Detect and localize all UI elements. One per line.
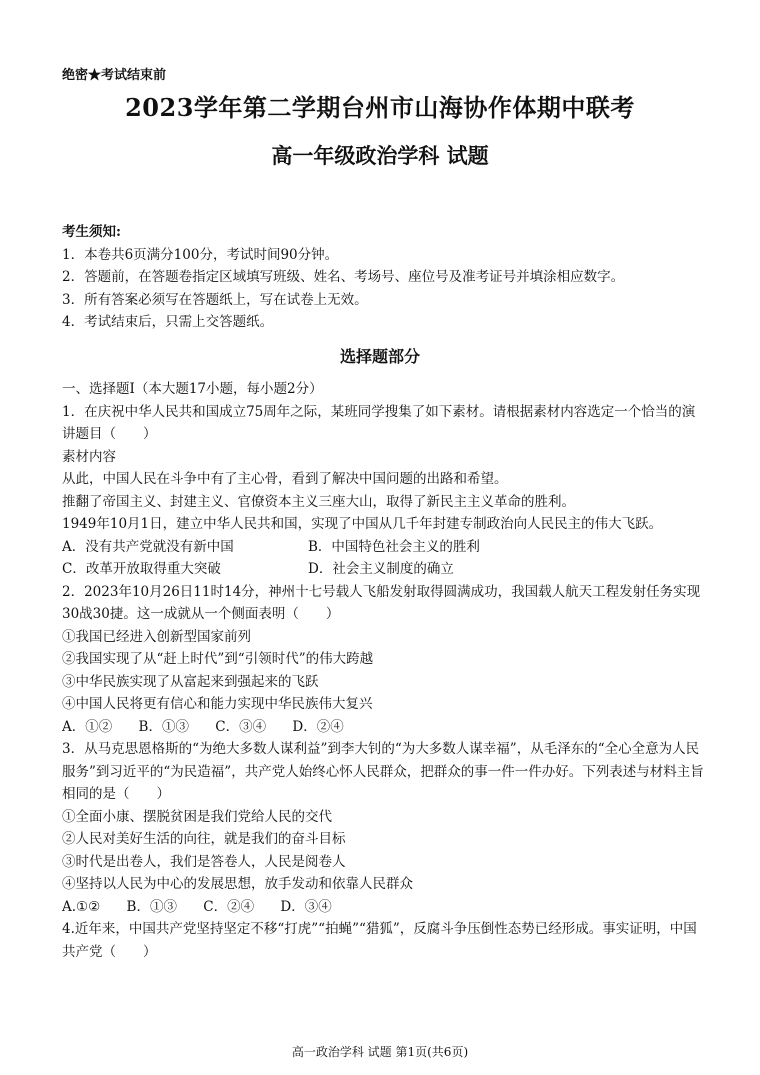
candidate-notice [62, 221, 712, 334]
question-1-options-row [62, 536, 708, 559]
statement: ①全面小康、摆脱贫困是我们党给人民的交代 [62, 808, 332, 825]
question-3-stem: 3．从马克思恩格斯的“为绝大多数人谋利益”到李大钊的“为大多数人谋幸福”，从毛泽东的“全心全意为人民服务”到习近平的“为民造福”，共产党人始终心怀人民群众，把群众的事一件一件办好。下列表述与材料主旨相同的是（ ） [62, 741, 704, 802]
notice-item: 1．本卷共6页满分100分，考试时间90分钟。 [62, 246, 339, 263]
question-2-stem: 2．2023年10月26日11时14分，神州十七号载人飞船发射取得圆满成功，我国载人航天工程发射任务实现30战30捷。这一成就从一个侧面表明（ ） [62, 583, 701, 622]
notice-item: 4．考试结束后，只需上交答题纸。 [62, 314, 274, 330]
option-b: B．中国特色社会主义的胜利 [308, 538, 480, 555]
material-line: 从此，中国人民在斗争中有了主心骨，看到了解决中国问题的出路和希望。 [62, 471, 508, 487]
exam-subtitle: 高一年级政治学科 试题 [271, 143, 489, 168]
material-line: 1949年10月1日，建立中华人民共和国，实现了中国从几千年封建专制政治向人民民主的伟大飞跃。 [62, 516, 663, 532]
option-d: D．社会主义制度的确立 [308, 561, 454, 577]
option-c: C．改革开放取得重大突破 [62, 561, 221, 577]
material-line: 推翻了帝国主义、封建主义、官僚资本主义三座大山，取得了新民主主义革命的胜利。 [62, 493, 575, 510]
exam-title: 2023学年第二学期台州市山海协作体期中联考 [125, 93, 635, 122]
option-a: A．①② [62, 718, 113, 735]
notice-item: 2．答题前，在答题卷指定区域填写班级、姓名、考场号、座位号及准考证号并填涂相应数字。 [62, 269, 625, 285]
question-1-stem: 1．在庆祝中华人民共和国成立75周年之际，某班同学搜集了如下素材。请根据素材内容选定一个恰当的演讲题目（ ） [62, 403, 696, 442]
questions [62, 378, 708, 963]
statement: ①我国已经进入创新型国家前列 [62, 628, 251, 645]
question-1-options-row [62, 558, 708, 581]
page-footer: 高一政治学科 试题 第1页(共6页) [291, 1045, 469, 1059]
material-label: 素材内容 [62, 448, 116, 465]
option-a: A.①② [62, 898, 101, 915]
confidential-mark: 绝密★考试结束前 [62, 68, 167, 83]
option-d: D．②④ [292, 718, 344, 735]
question-3-options [62, 896, 708, 919]
option-b: B．①③ [138, 718, 189, 735]
section-title: 选择题部分 [339, 347, 420, 366]
notice-heading: 考生须知: [62, 224, 121, 240]
question-4-stem: 4.近年来，中国共产党坚持坚定不移“打虎”“拍蝇”“猎狐”，反腐斗争压倒性态势已经形成。事实证明，中国共产党（ ） [62, 921, 697, 960]
part-heading: 一、选择题Ⅰ（本大题17小题，每小题2分） [62, 381, 323, 397]
statement: ④中国人民将更有信心和能力实现中华民族伟大复兴 [62, 696, 373, 712]
statement: ②我国实现了从“赶上时代”到“引领时代”的伟大跨越 [62, 651, 374, 667]
statement: ④坚持以人民为中心的发展思想，放手发动和依靠人民群众 [62, 876, 413, 892]
option-b: B．①③ [126, 898, 177, 915]
notice-item: 3．所有答案必须写在答题纸上，写在试卷上无效。 [62, 291, 368, 308]
statement: ③时代是出卷人，我们是答卷人，人民是阅卷人 [62, 853, 346, 870]
statement: ②人民对美好生活的向往，就是我们的奋斗目标 [62, 831, 346, 847]
question-2-options [62, 716, 708, 739]
statement: ③中华民族实现了从富起来到强起来的飞跃 [62, 673, 319, 690]
option-a: A．没有共产党就没有新中国 [62, 538, 234, 555]
option-d: D．③④ [280, 898, 332, 915]
option-c: C．②④ [203, 898, 255, 915]
option-c: C．③④ [215, 718, 267, 735]
